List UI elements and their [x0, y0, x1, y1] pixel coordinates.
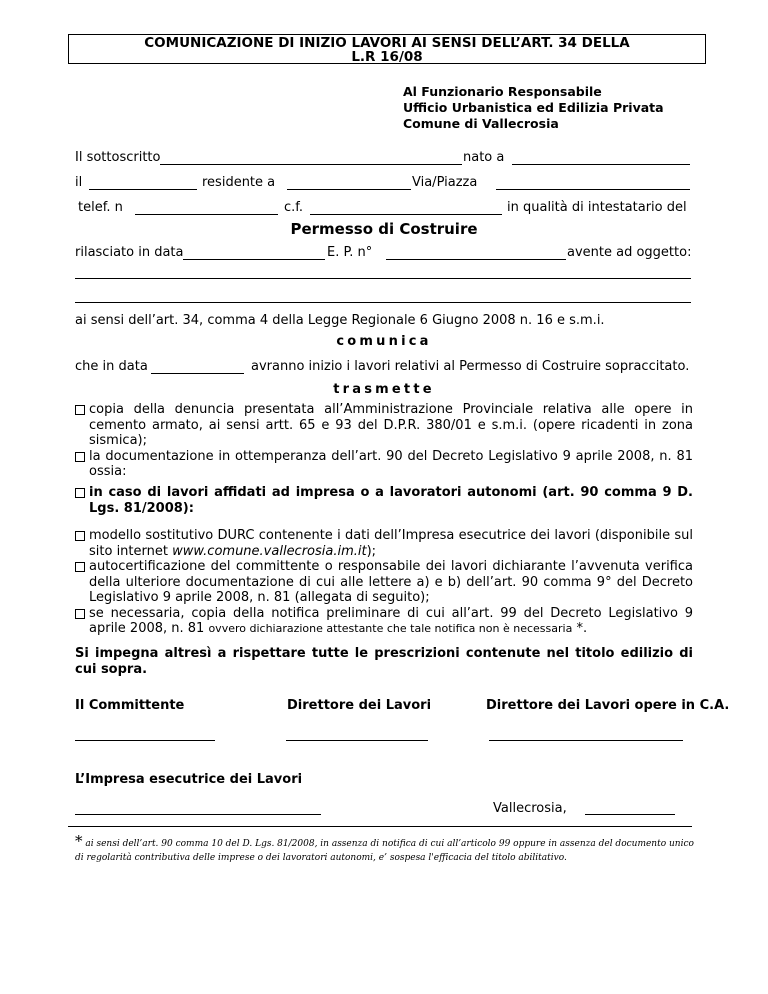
list-item: modello sostitutivo DURC contenente i dati dell’Impresa esecutrice dei lavori (disponibile sul sito internet www.comune.vallecrosia.im.it); [75, 528, 693, 559]
checkbox-icon[interactable] [75, 531, 85, 541]
inizio-text: avranno inizio i lavori relativi al Permesso di Costruire sopraccitato. [251, 359, 690, 374]
label-il: il [75, 175, 83, 190]
permesso-heading: Permesso di Costruire [290, 220, 478, 238]
checkbox-icon[interactable] [75, 405, 85, 415]
label-place: Vallecrosia, [493, 801, 567, 816]
checkbox-icon[interactable] [75, 609, 85, 619]
signature-direttore[interactable] [286, 740, 428, 741]
label-via-piazza: Via/Piazza [412, 175, 478, 190]
field-residente-a[interactable] [287, 189, 411, 190]
recipient-line-2: Ufficio Urbanistica ed Edilizia Privata [403, 100, 664, 115]
list-item: autocertificazione del committente o responsabile dei lavori dichiarante l’avvenuta verifica della ulteriore documentazione di cui alle lettere a) e b) dell’art. 90 comma 9° del Decreto Legislativo 9 aprile 2008, n. 81 (allegata di seguito); [75, 559, 693, 606]
signature-direttore-ca[interactable] [489, 740, 683, 741]
label-committente: Il Committente [75, 698, 185, 713]
field-codice-fiscale[interactable] [310, 214, 502, 215]
title-line-1: COMUNICAZIONE DI INIZIO LAVORI AI SENSI DELL’ART. 34 DELLA [144, 35, 630, 51]
footnote: * ai sensi dell’art. 90 comma 10 del D. Lgs. 81/2008, in assenza di notifica di cui all’articolo 99 oppure in assenza del documento unico di regolarità contributiva delle imprese o dei lavoratori autonomi, e’ sospesa l'efficacia del titolo abilitativo. [75, 832, 694, 863]
legal-reference: ai sensi dell’art. 34, comma 4 della Legge Regionale 6 Giugno 2008 n. 16 e s.m.i. [75, 313, 605, 328]
recipient-line-1: Al Funzionario Responsabile [403, 84, 602, 99]
comunica-heading: comunica [336, 334, 432, 349]
field-telefono[interactable] [135, 214, 278, 215]
impresa-list [75, 528, 693, 637]
document-title [68, 34, 706, 64]
label-rilasciato: rilasciato in data [75, 245, 184, 260]
field-oggetto-line-2[interactable] [75, 302, 691, 303]
signature-committente[interactable] [75, 740, 215, 741]
field-data-nascita[interactable] [89, 189, 197, 190]
checkbox-icon[interactable] [75, 562, 85, 572]
impresa-section [75, 485, 693, 516]
checkbox-icon[interactable] [75, 452, 85, 462]
list-item: se necessaria, copia della notifica preliminare di cui all’art. 99 del Decreto Legislativo 9 aprile 2008, n. 81 ovvero dichiarazione attestante che tale notifica non è necessaria *. [75, 606, 693, 637]
recipient-line-3: Comune di Vallecrosia [403, 116, 559, 131]
label-residente-a: residente a [202, 175, 276, 190]
field-via-piazza[interactable] [496, 189, 690, 190]
list-item: copia della denuncia presentata all’Amministrazione Provinciale relativa alle opere in cemento armato, ai sensi artt. 65 e 93 del D.P.R. 380/01 e s.m.i. (opere ricadenti in zona sismica); [75, 402, 693, 449]
label-direttore: Direttore dei Lavori [287, 698, 432, 713]
title-line-2: L.R 16/08 [351, 49, 423, 65]
label-qualita: in qualità di intestatario del [507, 200, 687, 215]
field-sottoscritto[interactable] [160, 164, 462, 165]
field-numero-permesso[interactable] [386, 259, 566, 260]
label-telefono: telef. n [78, 200, 123, 215]
field-data-rilascio[interactable] [183, 259, 325, 260]
label-impresa: L’Impresa esecutrice dei Lavori [75, 772, 303, 787]
list-item: la documentazione in ottemperanza dell’art. 90 del Decreto Legislativo 9 aprile 2008, n. 81 ossia: [75, 449, 693, 480]
label-che-in-data: che in data [75, 359, 148, 374]
footnote-divider [68, 826, 692, 827]
field-oggetto-line-1[interactable] [75, 278, 691, 279]
impresa-heading: in caso di lavori affidati ad impresa o a lavoratori autonomi (art. 90 comma 9 D. Lgs. 81/2008): [75, 485, 693, 516]
label-sottoscritto: Il sottoscritto [75, 150, 161, 165]
recipient-block [403, 84, 664, 132]
website-link[interactable]: www.comune.vallecrosia.im.it [172, 543, 367, 559]
label-direttore-ca: Direttore dei Lavori opere in C.A. [486, 698, 730, 713]
trasmette-heading: trasmette [333, 382, 435, 397]
checkbox-icon[interactable] [75, 488, 85, 498]
label-cf: c.f. [284, 200, 304, 215]
label-ep: E. P. n° [327, 245, 373, 260]
trasmette-list [75, 402, 693, 480]
field-data-inizio[interactable] [151, 373, 244, 374]
field-nato-a[interactable] [512, 164, 690, 165]
commitment-text: Si impegna altresì a rispettare tutte le prescrizioni contenute nel titolo edilizio di cui sopra. [75, 646, 693, 677]
field-date[interactable] [585, 814, 675, 815]
label-nato-a: nato a [463, 150, 505, 165]
label-oggetto: avente ad oggetto: [567, 245, 692, 260]
signature-impresa[interactable] [75, 814, 321, 815]
